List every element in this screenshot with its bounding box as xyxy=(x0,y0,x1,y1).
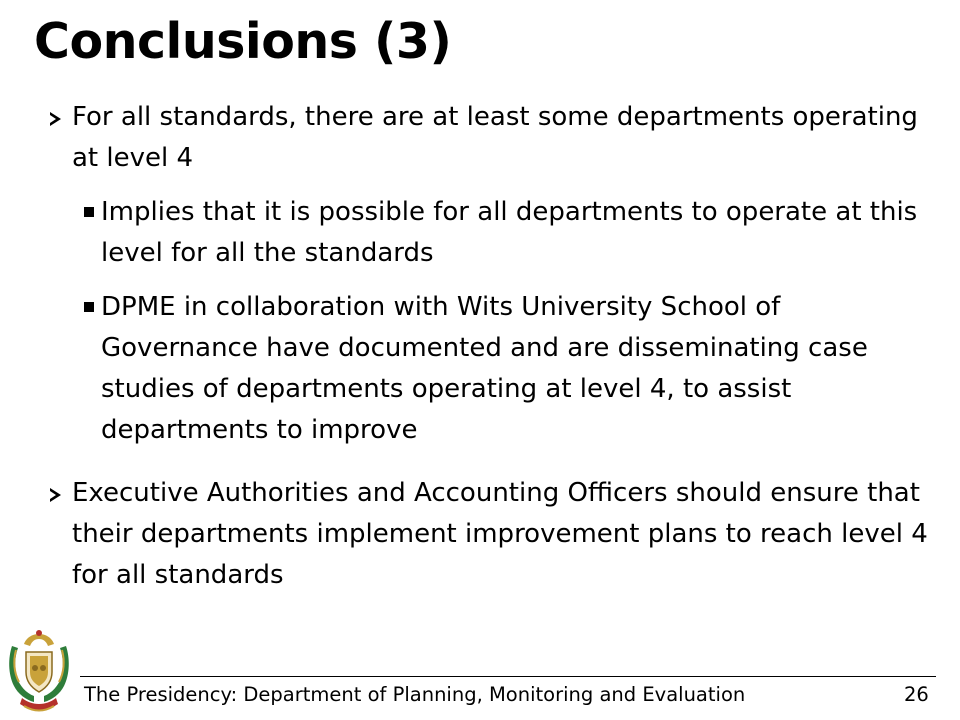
bullet-item xyxy=(44,473,934,596)
slide-title: Conclusions (3) xyxy=(34,13,452,70)
square-bullet-icon xyxy=(84,302,94,312)
footer-divider xyxy=(80,676,936,677)
page-number: 26 xyxy=(904,683,929,706)
sub-bullet-text: DPME in collaboration with Wits University School of Governance have documented and are disseminating case studies of departments operating at level 4, to assist departments to improve xyxy=(101,292,868,445)
sub-bullet-item xyxy=(76,192,936,274)
coat-of-arms-icon xyxy=(4,628,74,716)
arrow-bullet-icon xyxy=(50,488,61,502)
bullet-text: Executive Authorities and Accounting Officers should ensure that their departments implement improvement plans to reach level 4 for all standards xyxy=(72,478,928,590)
arrow-bullet-icon xyxy=(50,112,61,126)
footer-organization: The Presidency: Department of Planning, Monitoring and Evaluation xyxy=(84,683,746,706)
sub-bullet-item xyxy=(76,287,936,451)
sub-bullet-text: Implies that it is possible for all departments to operate at this level for all the standards xyxy=(101,197,918,268)
square-bullet-icon xyxy=(84,207,94,217)
bullet-item xyxy=(44,97,934,179)
bullet-text: For all standards, there are at least some departments operating at level 4 xyxy=(72,102,918,173)
